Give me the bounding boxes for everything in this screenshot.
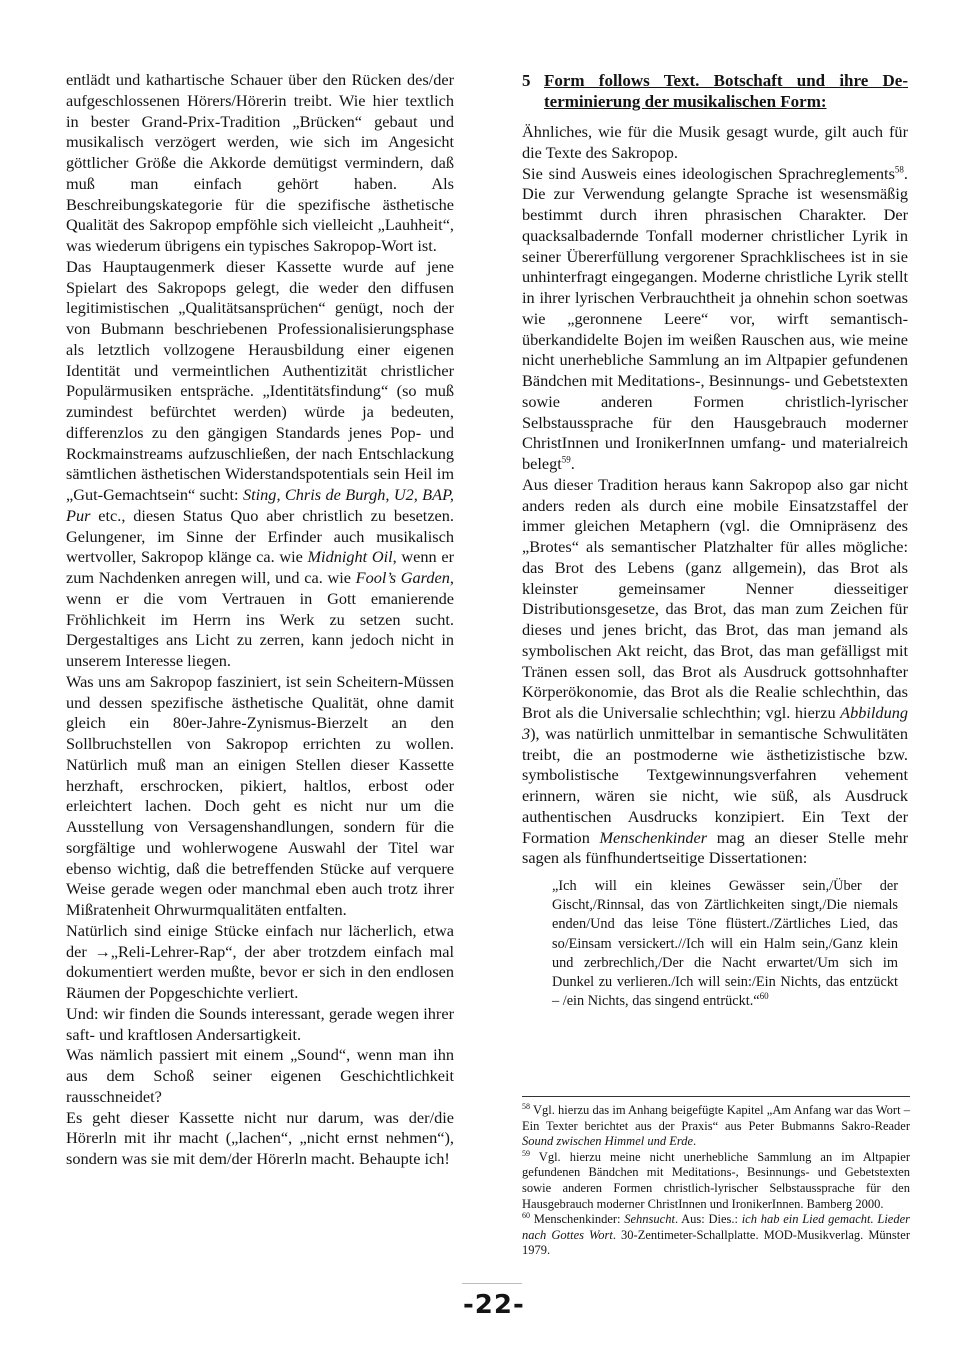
footnote-number: 58 (522, 1101, 530, 1111)
italic-text: Abbildung 3 (522, 703, 908, 743)
paragraph: Was uns am Sakropop fasziniert, ist sein Scheitern-Müssen und dessen spezifische ästhetische Qualität, ohne damit gleich ein 80er-Jahre-Zynismus-Bierzelt an den Sollbruchstellen von Sakropop errichten zu wollen. Natürlich muß man an einigen Stellen dieser Kassette herzhaft, erschrocken, pikiert, haltlos, erbost oder erleichtert lachen. Doch geht es nicht nur um die Ausstellung von Versagenshandlungen, sondern für die sorgfältige und wohlerwogene Auswahl der Titel war ebenso wichtig, daß die betreffenden Stücke auf verquere Weise gerade wegen oder manchmal eben auch trotz ihrer Mißratenheit Ohrwurmqualitäten entfalten. (66, 671, 454, 919)
italic-text: Menschenkinder (599, 827, 708, 847)
footnote (522, 1103, 910, 1150)
italic-text: Sound zwischen Himmel und Erde (522, 1134, 694, 1149)
text-run: Sie sind Ausweis eines ideologischen Sprachreglements (522, 163, 895, 183)
text-run: Das Hauptaugenmerk dieser Kassette wurde auf jene Spielart des Sakropops gelegt, die weder den diffusen legitimistischen „Qualitätsansprüchen“ genügt, noch der von Bubmann beschriebenen Professionalisierungsphase als letztlich vollzogene Herausbildung einer eigenen Identität und vermeintlichen Authentizität christlicher Populärmusiken entspräche. „Identitätsfindung“ (so muß zumindest befürchtet werden) würde ja bedeuten, differenzlos zu den gängigen Standards jenes Pop- und Rockmainstreams aufzuschließen, der nach Entschlackung sämtlichen ästhetischen Widerstandspotentials sein Heil im „Gut-Gemachtsein“ sucht: (66, 256, 454, 504)
text-run: Vgl. hierzu das im Anhang beigefügte Kapitel „Am Anfang war das Wort – Ein Texter berichtet aus der Praxis“ aus Peter Bubmanns Sakro-Reader (522, 1103, 910, 1133)
footnote-number: 60 (522, 1211, 530, 1220)
footnote-ref: 60 (759, 991, 769, 1002)
paragraph: Es geht dieser Kassette nicht nur darum, was der/die Hörerln mit ihr macht („lachen“, „nicht ernst nehmen“), sondern was sie mit dem/der Hörerln macht. Behaupte ich! (66, 1107, 454, 1168)
footnote-ref: 59 (561, 454, 571, 465)
block-quote (552, 877, 898, 1011)
text-run: . 30-Zentimeter-Schallplatte. MOD-Musikverlag. Münster 1979. (522, 1227, 910, 1258)
text-run: . Die zur Verwendung gelangte Sprache ist wesensmäßig bestimmt durch ihren phrasischen Charakter. Der quacksalbadernde Tonfall moderner christlicher Lyrik in seiner Übererfüllung vergorener Sprachklischees ist in sie unhinterfragt eingegangen. Moderne christliche Lyrik stellt in ihrer lyrischen Verbrauchtheit ja ohnehin schon soetwas wie „geronnene Leere“ vor, wirft semantisch-überkandidelte Bojen im weißen Rauschen aus, wie meine nicht unerhebliche Sammlung an im Altpapier gefundenen Bändchen mit Meditations-, Besinnungs- und Gebetstexten sowie anderen Formen christlich-lyrischer Selbstaussprache für den Hausgebrauch moderner ChristInnen und IronikerInnen umfang- und materialreich belegt (522, 163, 908, 473)
text-run: etc., diesen Status Quo aber christlich zu besetzen. Gelungener, im Sinne der Erfinder auch musikalisch wertvoller, Sakropop klänge ca. wie (66, 505, 454, 567)
italic-text: Sting, Chris de Burgh, U2, BAP, Pur (66, 485, 454, 525)
footnote (522, 1212, 910, 1259)
paragraph: entlädt und kathartische Schauer über den Rücken des/der aufgeschlossenen Hörers/Hörerin treibt. Wie hier textlich in bester Grand-Prix-Tradition „Brücken“ gebaut und musikalisch verzögert werden, wie sich im Angesicht göttlicher Größe die Akkorde demütigst vermindern, daß muß man einfach gehört haben. Als Beschreibungskategorie für die spezifische ästhetische Qualität des Sakropop empföhle sich vielleicht „Lauhheit“, was wiederum übrigens ein typisches Sakropop-Wort ist. (66, 70, 454, 255)
text-run: mag an dieser Stelle mehr sagen als fünfhundertseitige Dissertationen: (522, 827, 909, 868)
paragraph: Was nämlich passiert mit einem „Sound“, wenn man ihn aus dem Schoß seiner eigenen Geschichtlichkeit rausschneidet? (66, 1045, 454, 1106)
paragraph: Natürlich sind einige Stücke einfach nur lächerlich, etwa der →„Reli-Lehrer-Rap“, der aber trotzdem einfach mal dokumentiert werden mußte, bevor er sich in den endlosen Räumen der Popgeschichte verliert. (66, 920, 454, 1002)
text-run: , wenn er die vom Vertrauen in Gott emanierende Fröhlichkeit im Herrn ins Werk zu setzen sucht. Dergestaltiges ans Licht zu zerren, kann jedoch nicht in unserem Interesse liegen. (66, 568, 454, 670)
section-heading (522, 70, 908, 112)
text-run: . Aus: Dies.: (674, 1212, 742, 1227)
text-run: ), was natürlich unmittelbar in semantische Schwulitäten treibt, die an postmoderne wie ästhetizistische bzw. symbolistische Textgewinnungsverfahren vehement erinnern, wären sie nicht, wie süß, als Ausdruck authentischen Ausdrucks konzipiert. Ein Text der Formation (522, 723, 908, 847)
section-number: 5 (522, 71, 531, 90)
right-column (522, 70, 908, 1011)
italic-text: ich hab ein Lied gemacht. Lieder nach Gottes Wort (522, 1212, 910, 1242)
text-run: Vgl. hierzu meine nicht unerhebliche Sammlung an im Altpapier gefundenen Bändchen mit Meditations-, Besinnungs- und Gebetstexten sowie anderen Formen christlich-lyrischer Selbstaussprache für den Hausgebrauch moderner ChristInnen und IronikerInnen. Bamberg 2000. (522, 1149, 910, 1211)
italic-text: Midnight Oil (307, 547, 393, 567)
italic-text: Sehnsucht (624, 1212, 675, 1227)
text-run: , wenn er zum Nachdenken anregen will, und ca. wie (66, 547, 454, 587)
paragraph (66, 257, 454, 672)
footnotes (522, 1096, 910, 1259)
paragraph: Ähnliches, wie für die Musik gesagt wurde, gilt auch für die Texte des Sakropop. (522, 122, 908, 162)
text-run: . (570, 454, 575, 473)
text-run: Aus dieser Tradition heraus kann Sakropop also gar nicht anders reden als durch eine mobile Einsatzstaffel der immer gleichen Metaphern (vgl. die Omnipräsenz des „Brotes“ als semantischer Platzhalter für alles mögliche: das Brot des Lebens (ganz allgemein), das Brot als kleinster gemeinsamer Nenner diesseitiger Distributionsgesetze, das Brot, das man zum Zeichen für dieses und jenes bricht, das Brot, das man jemand als symbolischen Akt reicht, das Brot, das man gefälligst mit Tränen essen soll, das Brot als Ausdruck gottsohnhafter Körperökonomie, das Brot als die Realie schlechthin, das Brot als die Universalie schlechthin; vgl. hierzu (522, 474, 908, 722)
section-title: Form follows Text. Botschaft und ihre Determinierung der musikalischen Form: (544, 71, 908, 111)
footnote-ref: 58 (894, 164, 904, 175)
paragraph (522, 164, 908, 475)
paragraph: Und: wir finden die Sounds interessant, gerade wegen ihrer saft- und kraftlosen Andersartigkeit. (66, 1003, 454, 1044)
footnote-number: 59 (522, 1148, 530, 1158)
footnote (522, 1150, 910, 1212)
text-run: Menschenkinder: (530, 1212, 625, 1227)
paragraph (522, 475, 908, 869)
page-number: -22- (463, 1290, 525, 1320)
left-column (66, 70, 454, 1170)
quote-text: „Ich will ein kleines Gewässer sein,/Über der Gischt,/Rinnsal, das von Zärtlichkeiten singt,/Die niemals enden/Und das leise Töne flüstert./Zärtliches Lied, das so/Einsam versickert.//Ich will ein Halm sein,/Ganz klein und zerbrechlich,/Der die Nacht erwartet/Um sich im Dunkel zu verlieren./Ich will sein:/Ein Nichts, das entzückt – /ein Nichts, das singend entrückt.“ (552, 878, 898, 1010)
italic-text: Fool’s Garden (355, 568, 450, 587)
text-run: . (693, 1134, 697, 1149)
page-rule (462, 1283, 522, 1284)
